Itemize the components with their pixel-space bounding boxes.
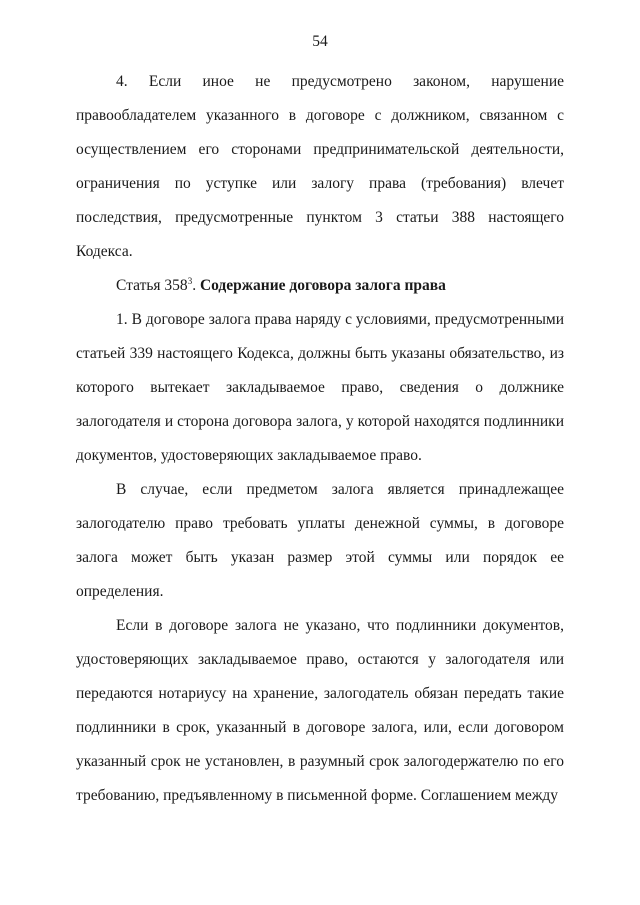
article-number: Статья 358	[116, 277, 188, 294]
page-number: 54	[312, 33, 328, 50]
article-separator: .	[192, 277, 200, 294]
paragraph-monetary-claim: В случае, если предметом залога является принадлежащее залогодателю право требовать уплаты денежной суммы, в договоре залога может быть указан размер этой суммы или порядок ее определения.	[76, 481, 564, 600]
paragraph-item-1: 1. В договоре залога права наряду с условиями, предусмотренными статьей 339 настоящего Кодекса, должны быть указаны обязательство, из которого вытекает закладываемое право, сведения о должнике залогодателя и сторона договора залога, у которой находятся подлинники документов, удостоверяющих закладываемое право.	[76, 311, 564, 464]
paragraph-original-documents: Если в договоре залога не указано, что подлинники документов, удостоверяющих закладываемое право, остаются у залогодателя или передаются нотариусу на хранение, залогодатель обязан передать такие подлинники в срок, указанный в договоре залога, или, если договором указанный срок не установлен, в разумный срок залогодержателю по его требованию, предъявленному в письменной форме. Соглашением между	[76, 617, 564, 804]
paragraph-item-4: 4. Если иное не предусмотрено законом, нарушение правообладателем указанного в договоре с должником, связанном с осуществлением его сторонами предпринимательской деятельности, ограничения по уступке или залогу права (требования) влечет последствия, предусмотренные пунктом 3 статьи 388 настоящего Кодекса.	[76, 73, 564, 260]
article-heading	[76, 269, 564, 303]
article-title: Содержание договора залога права	[199, 277, 446, 294]
page-content	[76, 65, 564, 813]
article-superscript: 3	[187, 276, 193, 286]
